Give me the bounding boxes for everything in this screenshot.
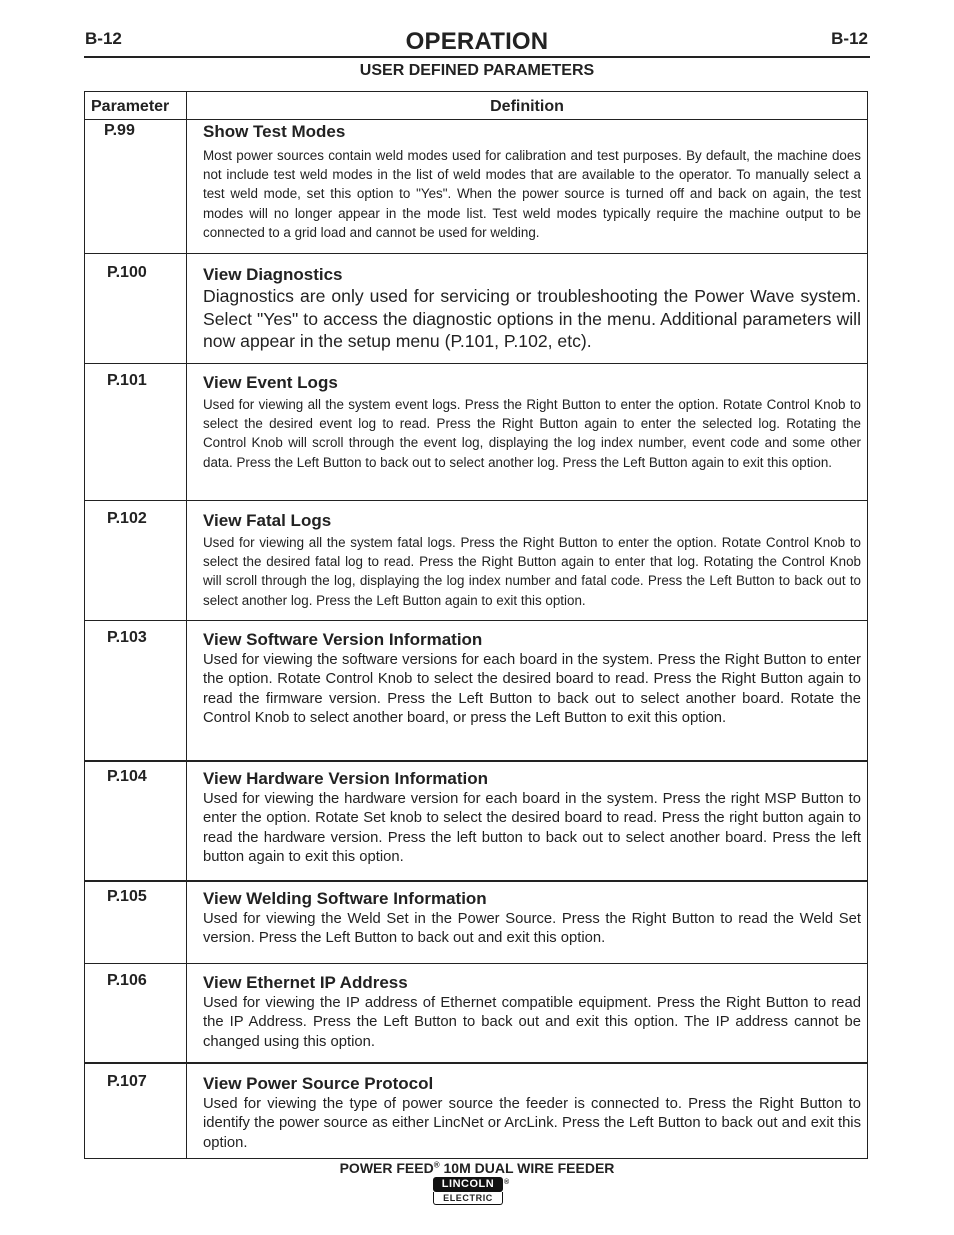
definition-title: View Power Source Protocol (203, 1074, 434, 1093)
parameter-code: P.107 (85, 1064, 187, 1158)
page-number-left: B-12 (85, 29, 122, 48)
table-row-p99 (85, 120, 867, 254)
table-header (85, 92, 867, 120)
definition-title: View Event Logs (203, 373, 338, 392)
section-title: USER DEFINED PARAMETERS (359, 62, 595, 79)
parameter-definition (187, 964, 867, 1062)
registered-mark: ® (433, 1160, 440, 1170)
title-rule (84, 56, 870, 58)
definition-text: Used for viewing the hardware version for each board in the system. Press the right MSP Button to enter the option. Rotate Set knob to select the desired board to read. Press the right button again to read the hardware version. Press the left button to back out to select another board. Press the left button again to exit this option. (203, 791, 861, 865)
definition-text: Used for viewing the IP address of Ethernet compatible equipment. Press the Right Button to read the IP Address. Press the Left Button to back out and exit this option. The IP address cannot be changed using this option. (203, 995, 861, 1050)
parameter-code: P.105 (85, 882, 187, 963)
parameter-code: P.102 (85, 501, 187, 620)
definition-title: Show Test Modes (203, 122, 346, 141)
table-row-p100 (85, 254, 867, 364)
parameter-code: P.104 (85, 762, 187, 880)
parameter-definition (187, 882, 867, 963)
parameter-definition (187, 1064, 867, 1158)
logo-registered-mark: ® (504, 1179, 510, 1186)
definition-title: View Hardware Version Information (203, 769, 488, 788)
lincoln-electric-logo (433, 1177, 511, 1205)
definition-text: Used for viewing all the system fatal logs. Press the Right Button to enter the option. Rotate Control Knob to select the desired fatal log to read. Press the Right Button again to enter that log. Rotating the Control Knob will scroll through the log, displaying the log index number and fatal code. Press the Left Button to back out to select another log. Press the Left Button again to exit this option. (203, 535, 861, 608)
parameter-code: P.100 (85, 254, 187, 363)
definition-text: Used for viewing the software versions for each board in the system. Press the Right Button to enter the option. Rotate Control Knob to select the desired board to read. Press the Right Button again to read the firmware version. Press the Left Button to back out to select another board. Rotate the Control Knob to select another board, or press the Left Button to exit this option. (203, 652, 861, 726)
definition-title: View Fatal Logs (203, 511, 332, 530)
definition-text: Most power sources contain weld modes used for calibration and test purposes. By default, the machine does not include test weld modes in the list of weld modes that are available to the operator. To manually select a test weld mode, set this option to "Yes". When the power source is turned off and back on again, the test modes will no longer appear in the mode list. Test weld modes typically require the machine output to be connected to a grid load and cannot be used for welding. (203, 148, 861, 240)
definition-title: View Diagnostics (203, 265, 343, 284)
logo-wordmark-bottom: ELECTRIC (433, 1192, 503, 1205)
definition-text: Used for viewing the type of power source the feeder is connected to. Press the Right Button to identify the power source as either LincNet or ArcLink. Press the Left Button to back out and exit this option. (203, 1096, 861, 1151)
parameter-definition (187, 501, 867, 620)
parameters-table (84, 91, 868, 1159)
table-row-p102 (85, 501, 867, 621)
column-header-parameter: Parameter (85, 92, 187, 119)
parameter-code: P.106 (85, 964, 187, 1062)
definition-title: View Software Version Information (203, 630, 483, 649)
parameter-code: P.101 (85, 364, 187, 500)
column-header-definition: Definition (490, 98, 564, 115)
page-title: OPERATION (405, 28, 549, 55)
table-row-p106 (85, 964, 867, 1064)
parameter-definition (187, 364, 867, 500)
table-row-p103 (85, 621, 867, 762)
parameter-code: P.99 (85, 120, 187, 253)
parameter-definition (187, 120, 867, 253)
definition-title: View Welding Software Information (203, 889, 487, 908)
product-name-prefix: POWER FEED (339, 1160, 434, 1176)
table-row-p107 (85, 1064, 867, 1159)
definition-text: Used for viewing all the system event logs. Press the Right Button to enter the option. Rotate Control Knob to select the desired event log to read. Press the Right Button again to enter the selected log. Rotating the Control Knob will scroll through the event log, displaying the log index number, event code and some other data. Press the Left Button to back out to select another log. Press the Left Button again to exit this option. (203, 397, 861, 470)
footer-product-name (0, 1160, 954, 1176)
product-name-suffix: 10M DUAL WIRE FEEDER (439, 1160, 615, 1176)
page-number-right: B-12 (831, 29, 868, 48)
parameter-definition (187, 621, 867, 760)
definition-title: View Ethernet IP Address (203, 973, 408, 992)
definition-text: Diagnostics are only used for servicing or troubleshooting the Power Wave system. Select "Yes" to access the diagnostic options in the menu. Additional parameters will now appear in the setup menu (P.101, P.102, etc). (203, 286, 861, 351)
definition-text: Used for viewing the Weld Set in the Power Source. Press the Right Button to read the Weld Set version. Press the Left Button to back out and exit this option. (203, 911, 861, 947)
parameter-definition (187, 254, 867, 363)
table-row-p101 (85, 364, 867, 501)
logo-wordmark-top: LINCOLN (433, 1177, 503, 1192)
parameter-code: P.103 (85, 621, 187, 760)
parameter-definition (187, 762, 867, 880)
table-row-p105 (85, 882, 867, 964)
table-row-p104 (85, 762, 867, 882)
